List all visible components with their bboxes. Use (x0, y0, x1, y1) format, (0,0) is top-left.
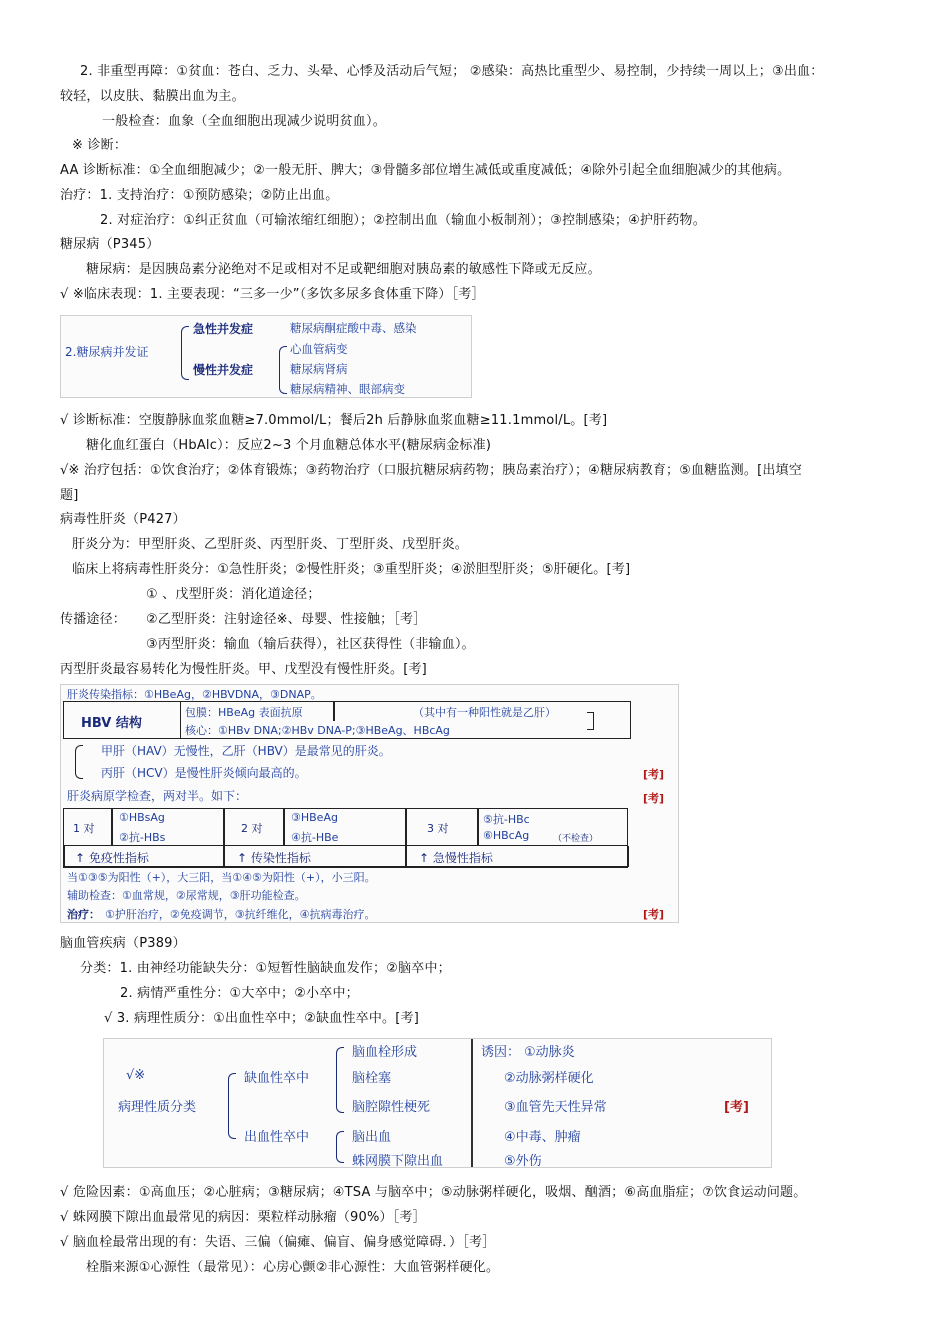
treat-label: 治疗： (67, 908, 100, 921)
text-line: 传播途径： (60, 612, 127, 627)
indicator-label: ↑ 免疫性指标 (75, 851, 149, 865)
cause-item: ③血管先天性异常 (504, 1100, 607, 1115)
pair-item: ②抗-HBs (119, 831, 166, 844)
exam-mark: [考] (643, 908, 665, 921)
brace (336, 1047, 344, 1113)
text-line: √ 3. 病理性质分：①出血性卒中；②缺血性卒中。[考] (104, 1011, 420, 1026)
cause-item: ①动脉炎 (524, 1045, 575, 1060)
text-line: √ 诊断标准：空腹静脉血浆血糖≥7.0mmol/L；餐后2h 后静脉血浆血糖≥11.1mmol/L。[考] (60, 413, 608, 428)
divider (283, 808, 285, 846)
divider (627, 846, 629, 867)
text-line: √※ 治疗包括：①饮食治疗；②体育锻炼；③药物治疗（口服抗糖尿病药物；胰岛素治疗）；④糖尿病教育；⑤血糖监测。[出填空 (60, 463, 802, 478)
envelope-text: 包膜：HBeAg 表面抗原 (185, 706, 303, 719)
hemorrhagic-item: 蛛网膜下隙出血 (352, 1154, 444, 1169)
divider (477, 808, 479, 846)
text-line: 题] (60, 488, 79, 503)
text-line: 治疗：1. 支持治疗：①预防感染；②防止出血。 (60, 188, 339, 203)
text-line: √ 危险因素：①高血压；②心脏病；③糖尿病；④TSA 与脑卒中；⑤动脉粥样硬化，吸烟、酗酒；⑥高血脂症；⑦饮食运动问题。 (60, 1185, 807, 1200)
pair-label: 3 对 (427, 822, 449, 835)
divider (63, 866, 628, 868)
mark: √※ (126, 1068, 146, 1083)
divider (471, 1039, 473, 1167)
section-heading: 病毒性肝炎（P427） (60, 512, 186, 527)
cause-label: 诱因： (481, 1045, 521, 1060)
text-line: 2. 非重型再障：①贫血：苍白、乏力、头晕、心悸及活动后气短； ②感染：高热比重型少、易控制，少持续一周以上；③出血： (80, 64, 824, 79)
text-line: √ 蛛网膜下隙出血最常见的病因：栗粒样动脉瘤（90%）［考］ (60, 1210, 426, 1225)
hemorrhagic-item: 脑出血 (352, 1130, 392, 1145)
cause-item: ②动脉粥样硬化 (504, 1071, 594, 1086)
divider (223, 808, 225, 866)
text-line: 肝炎分为：甲型肝炎、乙型肝炎、丙型肝炎、丁型肝炎、戊型肝炎。 (72, 537, 469, 552)
exam-mark: [考] (724, 1100, 749, 1115)
ischemic-label: 缺血性卒中 (244, 1071, 310, 1086)
text-line: 糖化血红蛋白（HbAlc）：反应2~3 个月血糖总体水平(糖尿病金标准) (86, 438, 492, 453)
chronic-label: 慢性并发症 (193, 363, 254, 377)
text-line: √ ※临床表现：1. 主要表现：“三多一少”（多饮多尿多食体重下降）［考］ (60, 287, 485, 302)
text-line: 丙型肝炎最容易转化为慢性肝炎。甲、戊型没有慢性肝炎。[考] (60, 662, 427, 677)
hbv-figure (60, 684, 679, 923)
text-line: AA 诊断标准：①全血细胞减少；②一般无肝、脾大；③骨髓多部位增生减低或重度减低；④除外引起全血细胞减少的其他病。 (60, 163, 791, 178)
text-line: 分类：1. 由神经功能缺失分：①短暂性脑缺血发作；②脑卒中； (80, 961, 451, 976)
pair-label: 1 对 (73, 822, 95, 835)
exam-text: 肝炎病原学检查，两对半。如下： (67, 789, 248, 803)
indicator-label: ↑ 传染性指标 (237, 851, 311, 865)
text-line: 临床上将病毒性肝炎分：①急性肝炎；②慢性肝炎；③重型肝炎；④淤胆型肝炎；⑤肝硬化。[考] (72, 562, 631, 577)
hbv-structure-label: HBV 结构 (81, 716, 142, 731)
pair-item: ④抗-HBe (291, 831, 339, 844)
diabetes-complications-figure (60, 315, 472, 398)
pair-item: ①HBsAg (119, 811, 165, 824)
section-heading: ※ 诊断： (72, 138, 128, 153)
infection-indicators: 肝炎传染指标：①HBeAg，②HBVDNA，③DNAP。 (67, 688, 322, 701)
text-line: 栓脂来源①心源性（最常见）：心房心颤②非心源性：大血管粥样硬化。 (86, 1260, 500, 1275)
classification-root: 病理性质分类 (118, 1100, 197, 1115)
hcv-text: 丙肝（HCV）是慢性肝炎倾向最高的。 (101, 766, 307, 780)
note-text: 辅助检查：①血常规，②尿常规，③肝功能检查。 (67, 889, 306, 902)
exam-mark: [考] (643, 792, 665, 805)
pair-note: （不检查） (553, 834, 599, 844)
pair-item: ③HBeAg (291, 811, 338, 824)
text-line: 2. 对症治疗：①纠正贫血（可输浓缩红细胞）；②控制出血（输血小板制剂）；③控制感染；④护肝药物。 (100, 213, 706, 228)
divider (111, 808, 113, 846)
indicator-label: ↑ 急慢性指标 (419, 851, 493, 865)
pair-item: ⑥HBcAg (483, 829, 530, 842)
chronic-item: 心血管病变 (290, 342, 348, 356)
text-line: ③丙型肝炎：输血（输后获得），社区获得性（非输血）。 (146, 637, 475, 652)
acute-item: 糖尿病酮症酸中毒、感染 (290, 321, 417, 335)
brace (181, 326, 189, 380)
text-line: 糖尿病：是因胰岛素分泌绝对不足或相对不足或靶细胞对胰岛素的敏感性下降或无反应。 (86, 262, 601, 277)
pair-label: 2 对 (241, 822, 263, 835)
text-line: √ 脑血栓最常出现的有：失语、三偏（偏瘫、偏盲、偏身感觉障碍．）［考］ (60, 1235, 496, 1250)
cause-item: ④中毒、肿瘤 (504, 1130, 581, 1145)
treat-text: ①护肝治疗，②免疫调节，③抗纤维化，④抗病毒治疗。 (105, 908, 376, 921)
cause-item: ⑤外伤 (504, 1154, 542, 1169)
figure-root-label: 2.糖尿病并发证 (65, 345, 149, 359)
ischemic-item: 脑血栓形成 (352, 1045, 418, 1060)
brace (279, 346, 287, 394)
text-line: ②乙型肝炎：注射途径※、母婴、性接触；［考］ (146, 612, 427, 627)
brace (75, 745, 83, 779)
core-text: 核心：①HBv DNA;②HBv DNA-P;③HBeAg、HBcAg (185, 724, 450, 737)
text-line: 一般检查：血象（全血细胞出现减少说明贫血）。 (102, 114, 386, 129)
acute-label: 急性并发症 (193, 322, 254, 336)
text-line: 较轻，以皮肤、黏膜出血为主。 (60, 89, 245, 104)
exam-mark: [考] (643, 768, 665, 781)
bracket (587, 712, 594, 730)
divider (333, 702, 335, 721)
ischemic-item: 脑腔隙性梗死 (352, 1100, 431, 1115)
ischemic-item: 脑栓塞 (352, 1071, 392, 1086)
section-heading: 糖尿病（P345） (60, 237, 160, 252)
hemorrhagic-label: 出血性卒中 (244, 1130, 310, 1145)
text-line: 2. 病情严重性分：①大卒中；②小卒中； (120, 986, 359, 1001)
chronic-item: 糖尿病精神、眼部病变 (290, 382, 405, 396)
text-line: ① 、戊型肝炎：消化道途径； (146, 587, 321, 602)
section-heading: 脑血管疾病（P389） (60, 936, 186, 951)
stroke-classification-figure (103, 1038, 772, 1168)
brace (228, 1073, 236, 1139)
divider (405, 808, 407, 866)
note-text: 当①③⑤为阳性（+），大三阳，当①④⑤为阳性（+），小三阳。 (67, 871, 376, 884)
divider (63, 846, 65, 867)
envelope-note: （其中有一种阳性就是乙肝） (413, 706, 556, 719)
chronic-item: 糖尿病肾病 (290, 362, 348, 376)
hav-text: 甲肝（HAV）无慢性，乙肝（HBV）是最常见的肝炎。 (101, 744, 391, 758)
brace (336, 1131, 344, 1163)
pair-item: ⑤抗-HBc (483, 813, 530, 826)
